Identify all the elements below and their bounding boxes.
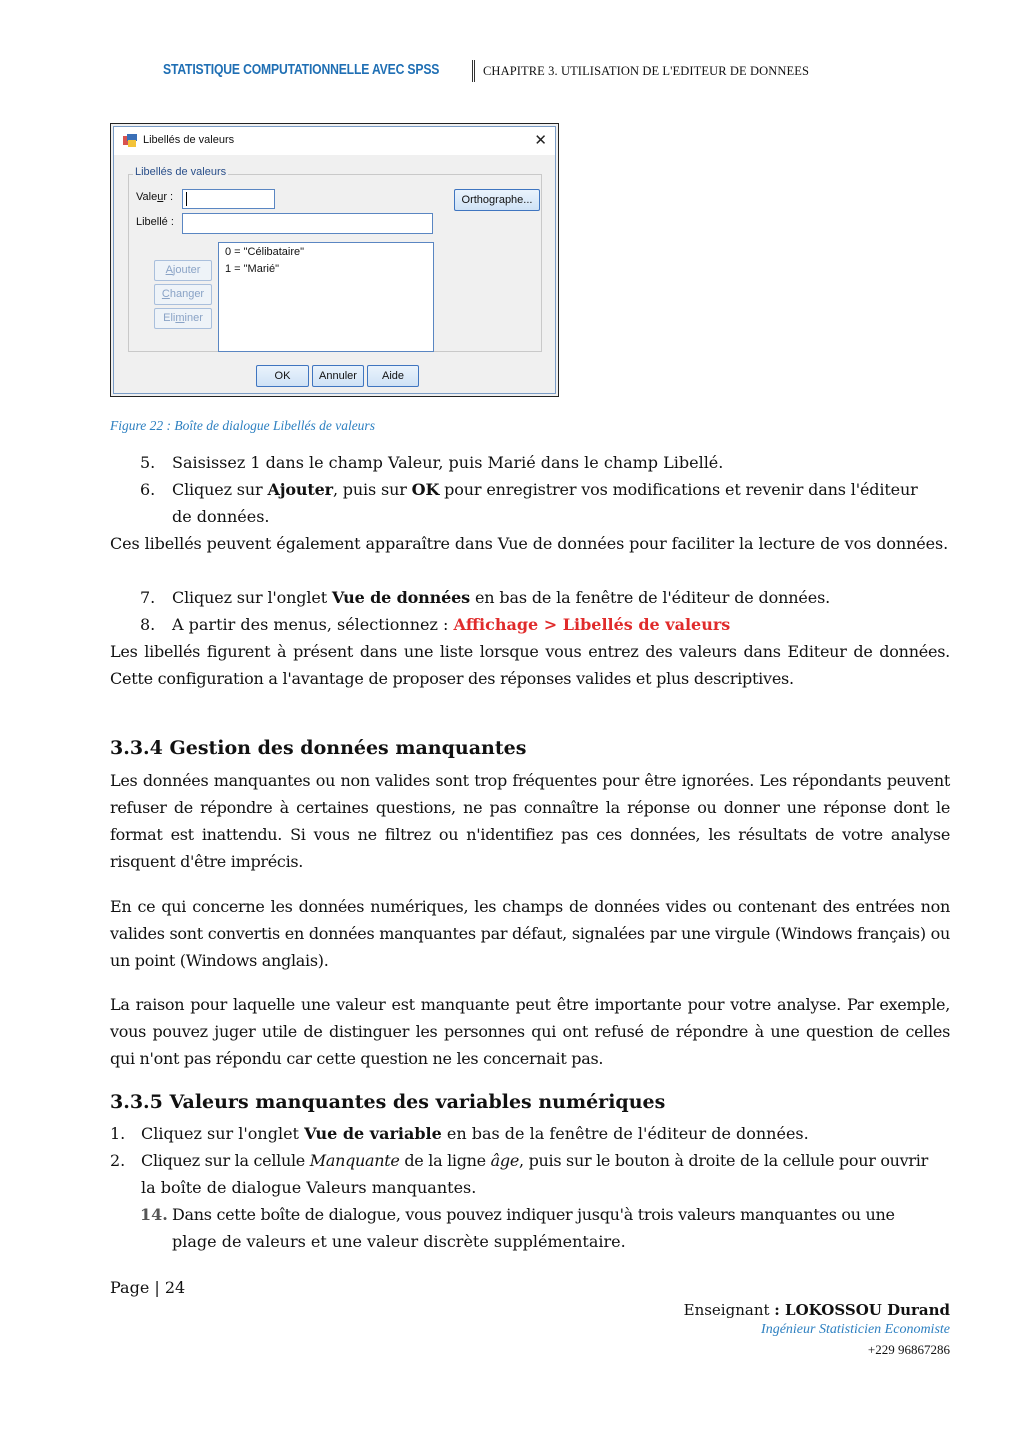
step-number: 1. <box>110 1124 126 1143</box>
footer-teacher: Enseignant : LOKOSSOU Durand <box>683 1301 950 1319</box>
step-text: Dans cette boîte de dialogue, vous pouvez indiquer jusqu'à trois valeurs manquantes ou une <box>172 1205 895 1224</box>
menu-path-highlight: Affichage > Libellés de valeurs <box>453 615 731 634</box>
page-number: Page | 24 <box>110 1278 186 1297</box>
group-legend: Libellés de valeurs <box>135 166 227 178</box>
header-separator <box>472 60 475 82</box>
ok-button[interactable]: OK <box>256 365 309 387</box>
step-text-continued: la boîte de dialogue Valeurs manquantes. <box>141 1178 477 1197</box>
step-text: Cliquez sur Ajouter, puis sur OK pour enregistrer vos modifications et revenir dans l'éditeur <box>172 480 918 499</box>
paragraph: Ces libellés peuvent également apparaître dans Vue de données pour faciliter la lecture de vos données. <box>110 534 949 553</box>
step-number: 5. <box>140 453 156 472</box>
figure-dialog-screenshot <box>110 123 559 397</box>
cancel-button[interactable]: Annuler <box>312 365 364 387</box>
running-header <box>0 62 1023 84</box>
step-text: Cliquez sur la cellule Manquante de la ligne âge, puis sur le bouton à droite de la cellule pour ouvrir <box>141 1151 928 1170</box>
remove-button[interactable]: Eliminer <box>154 308 212 329</box>
spelling-button[interactable]: Orthographe... <box>454 189 540 211</box>
paragraph: La raison pour laquelle une valeur est manquante peut être importante pour votre analyse. Par exemple, vous pouvez juger utile de distinguer les personnes qui ont refusé de répondre à une question de celles qui n'ont pas répondu car cette question ne les concernait pas. <box>110 995 950 1068</box>
add-button[interactable]: Ajouter <box>154 260 212 281</box>
step-text: Cliquez sur l'onglet Vue de données en bas de la fenêtre de l'éditeur de données. <box>172 588 831 607</box>
label-input[interactable] <box>182 213 433 234</box>
step-number: 6. <box>140 480 156 499</box>
step-number: 14. <box>140 1205 168 1224</box>
value-labels-dialog <box>113 126 556 394</box>
paragraph: En ce qui concerne les données numériques, les champs de données vides ou contenant des entrées non valides sont convertis en données manquantes par défaut, signalées par une virgule (Windows français) ou un point (Windows anglais). <box>110 897 950 970</box>
figure-caption: Figure 22 : Boîte de dialogue Libellés de valeurs <box>110 418 375 433</box>
spss-dialog-icon <box>123 134 137 147</box>
paragraph: Les libellés figurent à présent dans une liste lorsque vous entrez des valeurs dans Editeur de données. Cette configuration a l'avantage de proposer des réponses valides et plus descriptives. <box>110 642 950 688</box>
value-input[interactable] <box>182 189 275 209</box>
label-field-label: Libellé : <box>136 216 174 228</box>
dialog-titlebar <box>114 127 555 155</box>
list-item[interactable]: 0 = "Célibataire" <box>225 246 305 258</box>
step-text: A partir des menus, sélectionnez : Affichage > Libellés de valeurs <box>172 615 731 634</box>
step-text-continued: de données. <box>172 507 270 526</box>
section-heading: 3.3.4 Gestion des données manquantes <box>110 737 527 759</box>
step-text-continued: plage de valeurs et une valeur discrète supplémentaire. <box>172 1232 626 1251</box>
step-number: 2. <box>110 1151 126 1170</box>
text-caret <box>186 192 187 206</box>
paragraph: Les données manquantes ou non valides sont trop fréquentes pour être ignorées. Les répondants peuvent refuser de répondre à certaines questions, ne pas connaître la réponse ou donner une réponse dont le format est inattendu. Si vous ne filtrez ou n'identifiez pas ces données, les résultats de votre analyse risquent d'être imprécis. <box>110 771 950 871</box>
step-text: Cliquez sur l'onglet Vue de variable en bas de la fenêtre de l'éditeur de données. <box>141 1124 809 1143</box>
change-button[interactable]: Changer <box>154 284 212 305</box>
step-text: Saisissez 1 dans le champ Valeur, puis Marié dans le champ Libellé. <box>172 453 724 472</box>
step-number: 8. <box>140 615 156 634</box>
list-item[interactable]: 1 = "Marié" <box>225 263 279 275</box>
help-button[interactable]: Aide <box>367 365 419 387</box>
header-chapter-title: CHAPITRE 3. UTILISATION DE L'EDITEUR DE DONNEES <box>483 64 810 78</box>
close-icon[interactable]: ✕ <box>534 131 547 149</box>
value-labels-list[interactable] <box>218 242 434 352</box>
value-field-label: Valeur : <box>136 191 174 203</box>
dialog-title: Libellés de valeurs <box>143 134 235 146</box>
footer-role: Ingénieur Statisticien Economiste <box>761 1322 950 1337</box>
footer-phone: +229 96867286 <box>867 1342 950 1357</box>
header-book-title: STATISTIQUE COMPUTATIONNELLE AVEC SPSS <box>163 62 440 78</box>
section-heading: 3.3.5 Valeurs manquantes des variables numériques <box>110 1091 666 1113</box>
step-number: 7. <box>140 588 156 607</box>
